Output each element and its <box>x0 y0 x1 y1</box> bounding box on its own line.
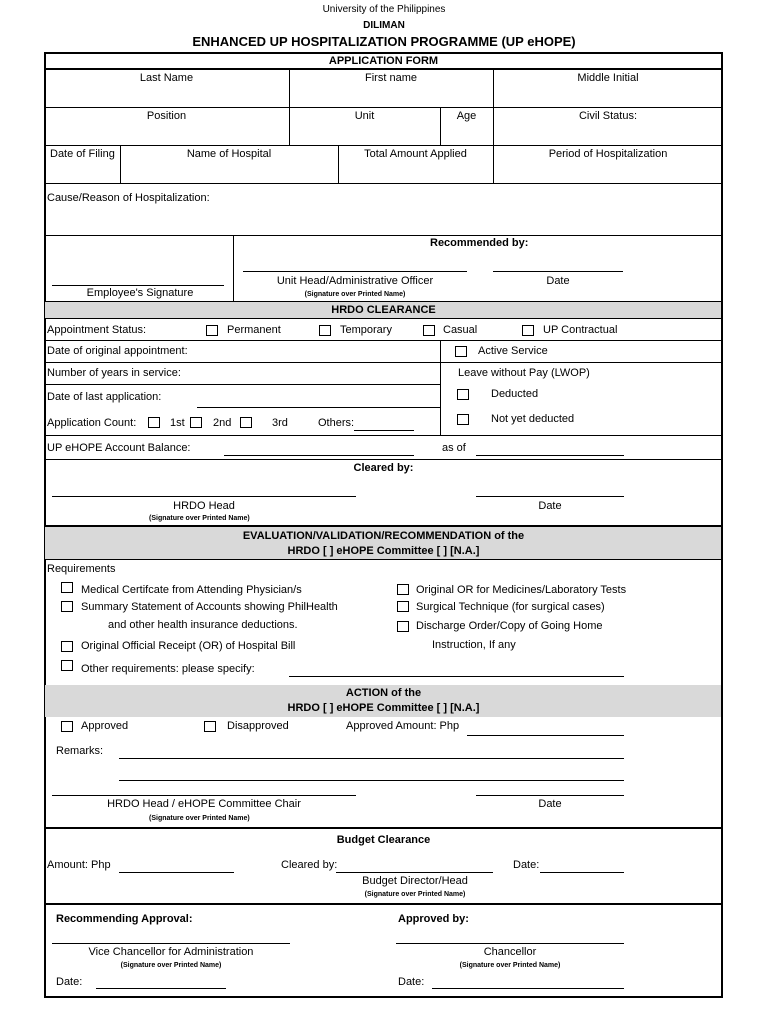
active-service-label: Active Service <box>478 345 548 357</box>
application-count-label: Application Count: <box>47 417 137 429</box>
years-service-label: Number of years in service: <box>47 367 181 379</box>
divider <box>44 340 723 341</box>
budget-date-label: Date: <box>513 859 540 871</box>
up-contractual-label: UP Contractual <box>543 324 618 336</box>
cause-label: Cause/Reason of Hospitalization: <box>47 192 210 204</box>
unit-head-label: Unit Head/Administrative Officer <box>276 275 434 287</box>
divider <box>233 235 234 301</box>
position-label: Position <box>146 110 187 122</box>
remarks-line-1[interactable] <box>119 758 624 759</box>
chancellor-label: Chancellor <box>483 946 537 958</box>
req-surgical-checkbox[interactable] <box>397 601 409 612</box>
budget-amount-label: Amount: Php <box>47 859 111 871</box>
second-label: 2nd <box>213 417 232 429</box>
appointment-status-label: Appointment Status: <box>47 324 147 336</box>
evaluation-title: EVALUATION/VALIDATION/RECOMMENDATION of the <box>242 530 525 542</box>
casual-checkbox[interactable] <box>423 325 435 336</box>
date-original-label: Date of original appointment: <box>47 345 188 357</box>
lwop-label: Leave without Pay (LWOP) <box>458 367 590 379</box>
permanent-label: Permanent <box>227 324 281 336</box>
as-of-label: as of <box>442 442 466 454</box>
temporary-checkbox[interactable] <box>319 325 331 336</box>
divider <box>44 301 723 302</box>
chair-signature-line[interactable] <box>52 795 356 796</box>
others-label: Others: <box>318 417 355 429</box>
balance-line[interactable] <box>224 455 414 456</box>
civil-status-label: Civil Status: <box>578 110 638 122</box>
university-name: University of the Philippines <box>322 4 446 15</box>
action-title: ACTION of the <box>345 687 422 699</box>
recommended-date-label: Date <box>546 275 570 287</box>
unit-label: Unit <box>354 110 375 122</box>
req-summary-label: Summary Statement of Accounts showing PhilHealth <box>81 601 338 613</box>
temporary-label: Temporary <box>340 324 392 336</box>
hrdo-head-signature-line[interactable] <box>52 496 356 497</box>
third-checkbox[interactable] <box>240 417 252 428</box>
first-label: 1st <box>170 417 185 429</box>
chancellor-date-label: Date: <box>398 976 425 988</box>
vc-date-line[interactable] <box>96 988 226 989</box>
signature-note: (Signature over Printed Name) <box>149 515 250 522</box>
casual-label: Casual <box>443 324 478 336</box>
second-checkbox[interactable] <box>190 417 202 428</box>
divider <box>44 903 723 905</box>
req-medical-checkbox[interactable] <box>61 582 73 593</box>
budget-date-line[interactable] <box>540 872 624 873</box>
req-surgical-label: Surgical Technique (for surgical cases) <box>416 601 605 613</box>
not-deducted-checkbox[interactable] <box>457 414 469 425</box>
req-receipt-label: Original Official Receipt (OR) of Hospital Bill <box>81 640 296 652</box>
budget-title: Budget Clearance <box>336 834 431 846</box>
deducted-checkbox[interactable] <box>457 389 469 400</box>
requirements-label: Requirements <box>47 563 116 575</box>
remarks-line-2[interactable] <box>119 780 624 781</box>
divider <box>44 384 440 385</box>
budget-amount-line[interactable] <box>119 872 234 873</box>
chancellor-date-line[interactable] <box>432 988 624 989</box>
first-checkbox[interactable] <box>148 417 160 428</box>
req-discharge-checkbox[interactable] <box>397 621 409 632</box>
up-contractual-checkbox[interactable] <box>522 325 534 336</box>
req-other-line[interactable] <box>289 676 624 677</box>
form-top-border <box>44 52 723 54</box>
req-discharge-label-cont: Instruction, If any <box>432 639 516 651</box>
req-discharge-label: Discharge Order/Copy of Going Home <box>416 620 603 632</box>
disapproved-checkbox[interactable] <box>204 721 216 732</box>
vc-label: Vice Chancellor for Administration <box>88 946 254 958</box>
signature-note: (Signature over Printed Name) <box>120 962 222 969</box>
req-summary-label-cont: and other health insurance deductions. <box>108 619 298 631</box>
approved-by-label: Approved by: <box>398 913 469 925</box>
divider <box>44 318 723 319</box>
permanent-checkbox[interactable] <box>206 325 218 336</box>
date-filing-label: Date of Filing <box>50 148 115 160</box>
chancellor-signature-line[interactable] <box>396 943 624 944</box>
hrdo-clearance-title: HRDO CLEARANCE <box>331 304 436 316</box>
period-label: Period of Hospitalization <box>548 148 668 160</box>
employee-signature-label: Employee's Signature <box>86 287 194 299</box>
budget-cleared-by-label: Cleared by: <box>281 859 338 871</box>
vc-date-label: Date: <box>56 976 83 988</box>
approved-checkbox[interactable] <box>61 721 73 732</box>
req-or-medicines-label: Original OR for Medicines/Laboratory Tests <box>416 584 627 596</box>
form-bottom-border <box>44 996 723 998</box>
balance-label: UP eHOPE Account Balance: <box>47 442 191 454</box>
approved-label: Approved <box>81 720 129 732</box>
action-options: HRDO [ ] eHOPE Committee [ ] [N.A.] <box>287 702 480 714</box>
hrdo-date-label: Date <box>538 500 562 512</box>
divider <box>44 107 723 108</box>
divider <box>44 435 723 436</box>
cleared-by-label: Cleared by: <box>353 462 414 474</box>
divider <box>44 362 723 363</box>
approved-amount-line[interactable] <box>467 735 624 736</box>
req-other-label: Other requirements: please specify: <box>81 663 255 675</box>
divider <box>44 145 723 146</box>
req-summary-checkbox[interactable] <box>61 601 73 612</box>
req-medical-label: Medical Certifcate from Attending Physician/s <box>81 584 302 596</box>
age-label: Age <box>456 110 477 122</box>
divider <box>44 183 723 184</box>
as-of-line[interactable] <box>476 455 624 456</box>
unit-head-signature-line[interactable] <box>243 271 467 272</box>
action-date-label: Date <box>538 798 562 810</box>
deducted-label: Deducted <box>491 388 539 400</box>
divider <box>44 68 723 70</box>
divider <box>440 340 441 362</box>
form-title: APPLICATION FORM <box>328 55 439 67</box>
middle-initial-label: Middle Initial <box>577 72 639 84</box>
divider <box>44 559 723 560</box>
hrdo-head-label: HRDO Head <box>173 500 235 512</box>
total-amount-label: Total Amount Applied <box>364 148 467 160</box>
divider <box>44 827 723 829</box>
employee-signature-line[interactable] <box>52 285 224 286</box>
signature-note: (Signature over Printed Name) <box>304 291 406 298</box>
campus-name: DILIMAN <box>363 20 405 31</box>
hrdo-date-line[interactable] <box>476 496 624 497</box>
third-label: 3rd <box>272 417 288 429</box>
signature-note: (Signature over Printed Name) <box>459 962 561 969</box>
approved-amount-label: Approved Amount: Php <box>346 720 460 732</box>
evaluation-options: HRDO [ ] eHOPE Committee [ ] [N.A.] <box>287 545 480 557</box>
last-name-label: Last Name <box>139 72 194 84</box>
others-line[interactable] <box>354 430 414 431</box>
date-last-label: Date of last application: <box>47 391 162 403</box>
signature-note: (Signature over Printed Name) <box>149 815 250 822</box>
action-date-line[interactable] <box>476 795 624 796</box>
req-receipt-checkbox[interactable] <box>61 641 73 652</box>
vc-signature-line[interactable] <box>52 943 290 944</box>
chair-label: HRDO Head / eHOPE Committee Chair <box>107 798 301 810</box>
not-deducted-label: Not yet deducted <box>491 413 575 425</box>
remarks-label: Remarks: <box>56 745 104 757</box>
date-last-line[interactable] <box>197 407 440 408</box>
budget-director-label: Budget Director/Head <box>362 875 468 887</box>
divider <box>440 362 441 435</box>
recommended-by-label: Recommended by: <box>430 237 529 249</box>
active-service-checkbox[interactable] <box>455 346 467 357</box>
divider <box>44 459 723 460</box>
divider <box>44 235 723 236</box>
req-or-medicines-checkbox[interactable] <box>397 584 409 595</box>
recommending-approval-label: Recommending Approval: <box>56 913 193 925</box>
hospital-label: Name of Hospital <box>186 148 272 160</box>
budget-cleared-line[interactable] <box>336 872 493 873</box>
first-name-label: First name <box>365 72 417 84</box>
program-title: ENHANCED UP HOSPITALIZATION PROGRAMME (UP eHOPE) <box>192 34 576 49</box>
signature-note: (Signature over Printed Name) <box>364 891 466 898</box>
disapproved-label: Disapproved <box>227 720 289 732</box>
recommended-date-line[interactable] <box>493 271 623 272</box>
req-other-checkbox[interactable] <box>61 660 73 671</box>
